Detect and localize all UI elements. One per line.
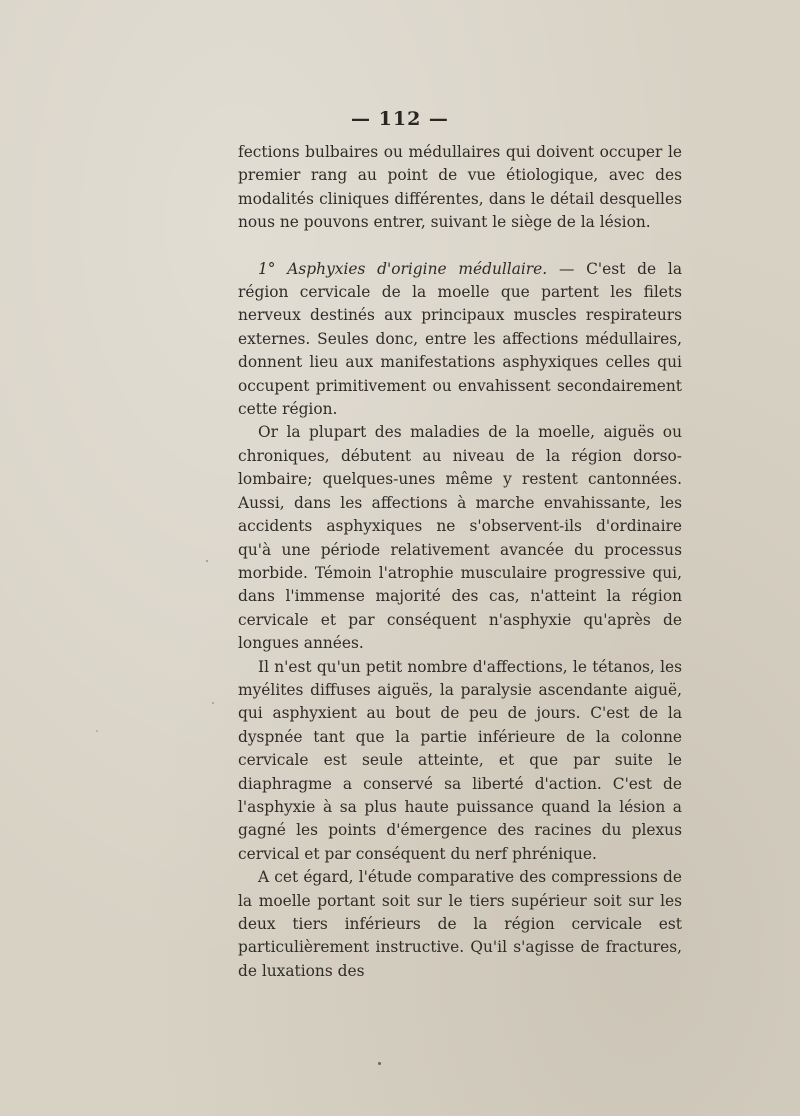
body-text	[238, 141, 682, 983]
paragraph-5: A cet égard, l'étude comparative des compressions de la moelle portant soit sur le tiers supérieur soit sur les deux tiers inférieurs de la région cervicale est particulièrement instructive. Qu'il s'agisse de fractures, de luxations des	[238, 868, 682, 980]
page-number: — 112 —	[351, 108, 449, 130]
paragraph-3: Or la plupart des maladies de la moelle, aiguës ou chroniques, débutent au niveau de la région dorso-lombaire; quelques-unes même y restent cantonnées. Aussi, dans les affections à marche envahissante, les accidents asphyxiques ne s'observent-ils d'ordinaire qu'à une période relativement avancée du processus morbide. Témoin l'atrophie musculaire progressive qui, dans l'immense majorité des cas, n'atteint la région cervicale et par conséquent n'asphyxie qu'après de longues années.	[238, 423, 682, 653]
paper-speck	[96, 730, 98, 732]
paragraph-2	[238, 258, 682, 422]
paragraph-2-text: — C'est de la région cervicale de la moelle que partent les filets nerveux destinés aux principaux muscles respirateurs externes. Seules donc, entre les affections médullaires, donnent lieu aux manifestations asphyxiques celles qui occupent primitivement ou envahissent secondairement cette région.	[238, 259, 682, 419]
paragraph-4: Il n'est qu'un petit nombre d'affections, le tétanos, les myélites diffuses aiguës, la paralysie ascendante aiguë, qui asphyxient au bout de peu de jours. C'est de la dyspnée tant que la partie inférieure de la colonne cervicale est seule atteinte, et que par suite le diaphragme a conservé sa liberté d'action. C'est de l'asphyxie à sa plus haute puissance quand la lésion a gagné les points d'émergence des racines du plexus cervical et par conséquent du nerf phrénique.	[238, 657, 682, 863]
paper-speck	[378, 1062, 381, 1065]
paragraph-1: fections bulbaires ou médullaires qui doivent occuper le premier rang au point de vue étiologique, avec des modalités cliniques différentes, dans le détail desquelles nous ne pouvons entrer, suivant le siège de la lésion.	[238, 143, 682, 232]
section-heading: 1° Asphyxies d'origine médullaire.	[258, 259, 548, 278]
paper-speck	[212, 702, 214, 704]
paper-speck	[206, 560, 208, 562]
